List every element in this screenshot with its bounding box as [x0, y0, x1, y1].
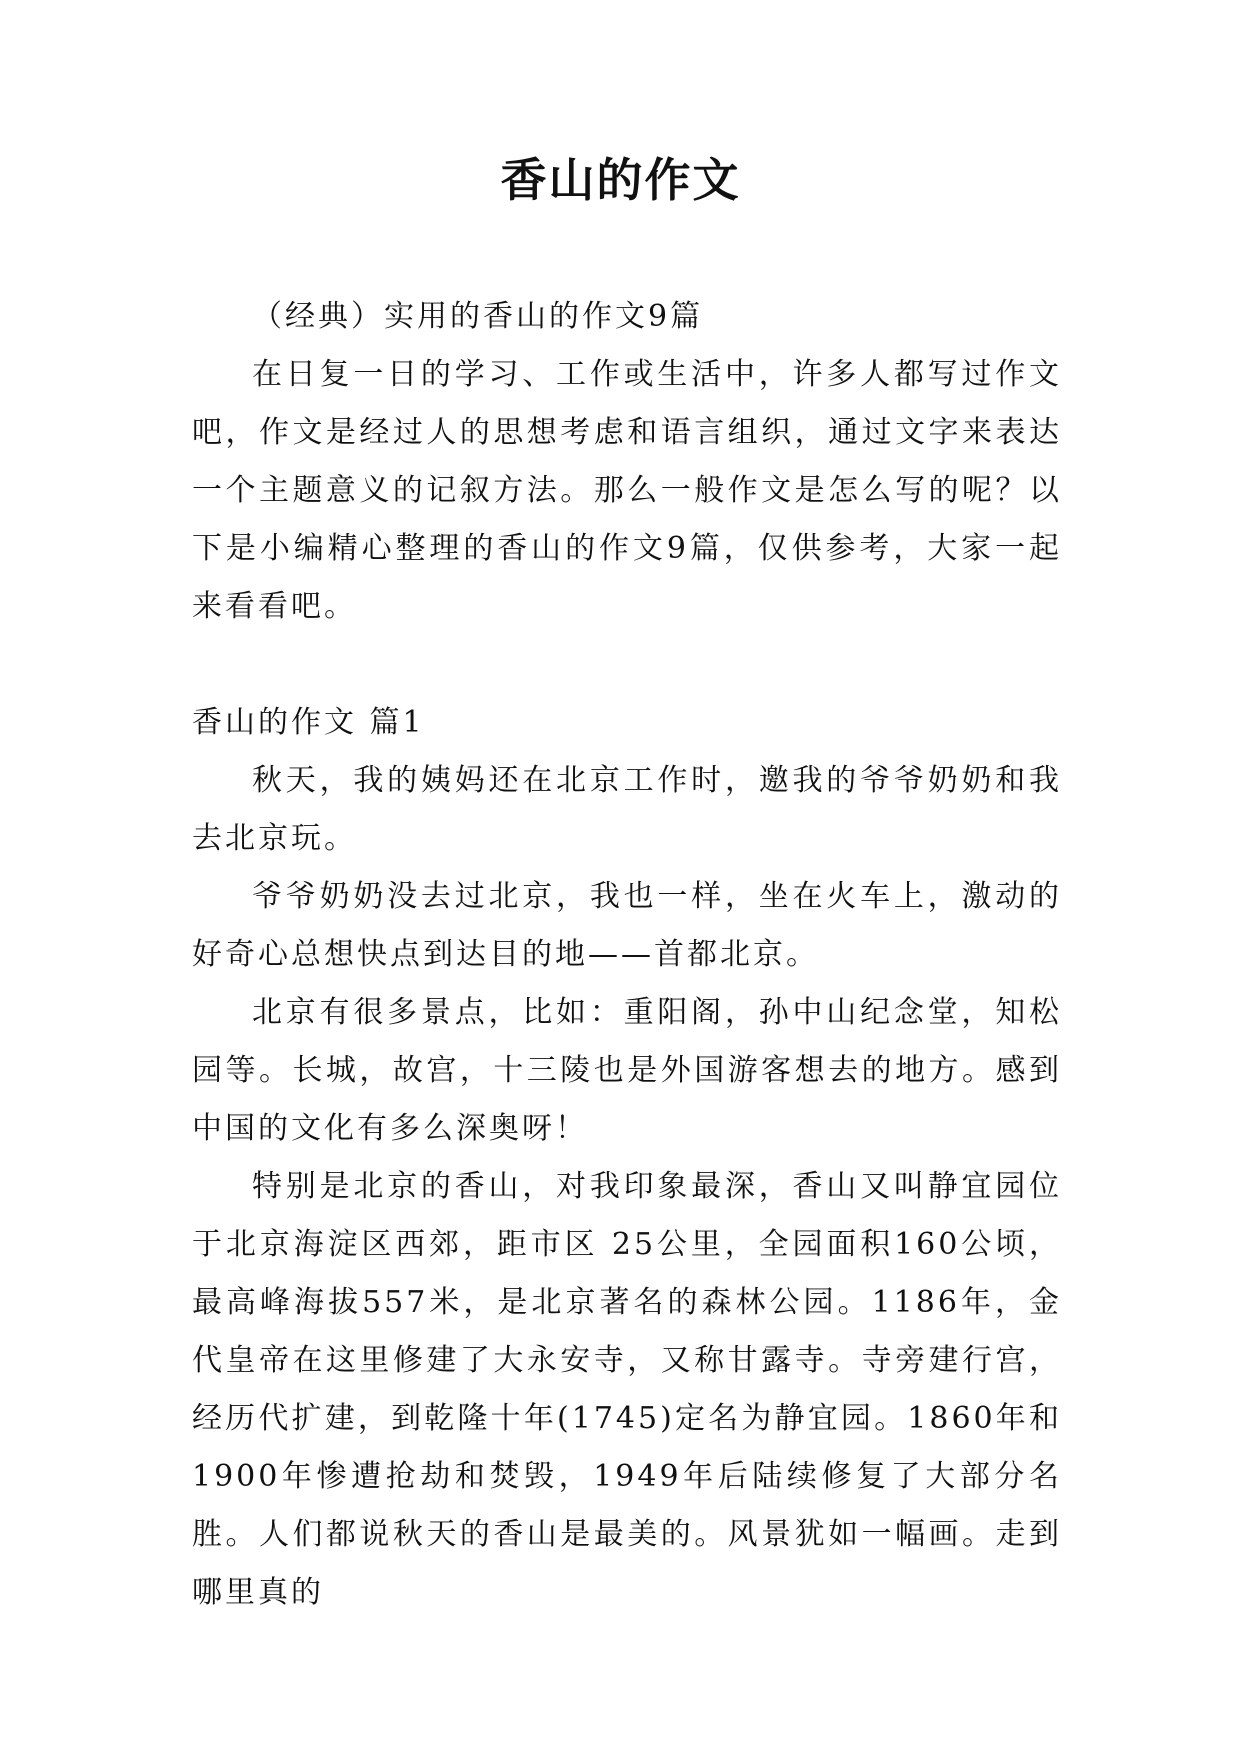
body-paragraph: 秋天，我的姨妈还在北京工作时，邀我的爷爷奶奶和我去北京玩。 [192, 763, 1062, 856]
body-paragraph: 爷爷奶奶没去过北京，我也一样，坐在火车上，激动的好奇心总想快点到达目的地——首都北京。 [192, 879, 1062, 972]
document-subtitle: （经典）实用的香山的作文9篇 [252, 299, 704, 334]
intro-paragraph: 在日复一日的学习、工作或生活中，许多人都写过作文吧，作文是经过人的思想考虑和语言组织，通过文字来表达一个主题意义的记叙方法。那么一般作文是怎么写的呢？以下是小编精心整理的香山的作文9篇，仅供参考，大家一起来看看吧。 [192, 357, 1062, 624]
document-body [192, 288, 1062, 1622]
body-paragraph: 特别是北京的香山，对我印象最深，香山又叫静宜园位于北京海淀区西郊，距市区 25公里，全园面积160公顷，最高峰海拔557米，是北京著名的森林公园。1186年，金代皇帝在这里修建了大永安寺，又称甘露寺。寺旁建行宫，经历代扩建，到乾隆十年(1745)定名为静宜园。1860年和1900年惨遭抢劫和焚毁，1949年后陆续修复了大部分名胜。人们都说秋天的香山是最美的。风景犹如一幅画。走到哪里真的 [192, 1169, 1062, 1610]
body-paragraph: 北京有很多景点，比如：重阳阁，孙中山纪念堂，知松园等。长城，故宫，十三陵也是外国游客想去的地方。感到中国的文化有多么深奥呀！ [192, 995, 1062, 1146]
section-heading: 香山的作文 篇1 [192, 705, 425, 740]
document-title: 香山的作文 [500, 153, 741, 207]
